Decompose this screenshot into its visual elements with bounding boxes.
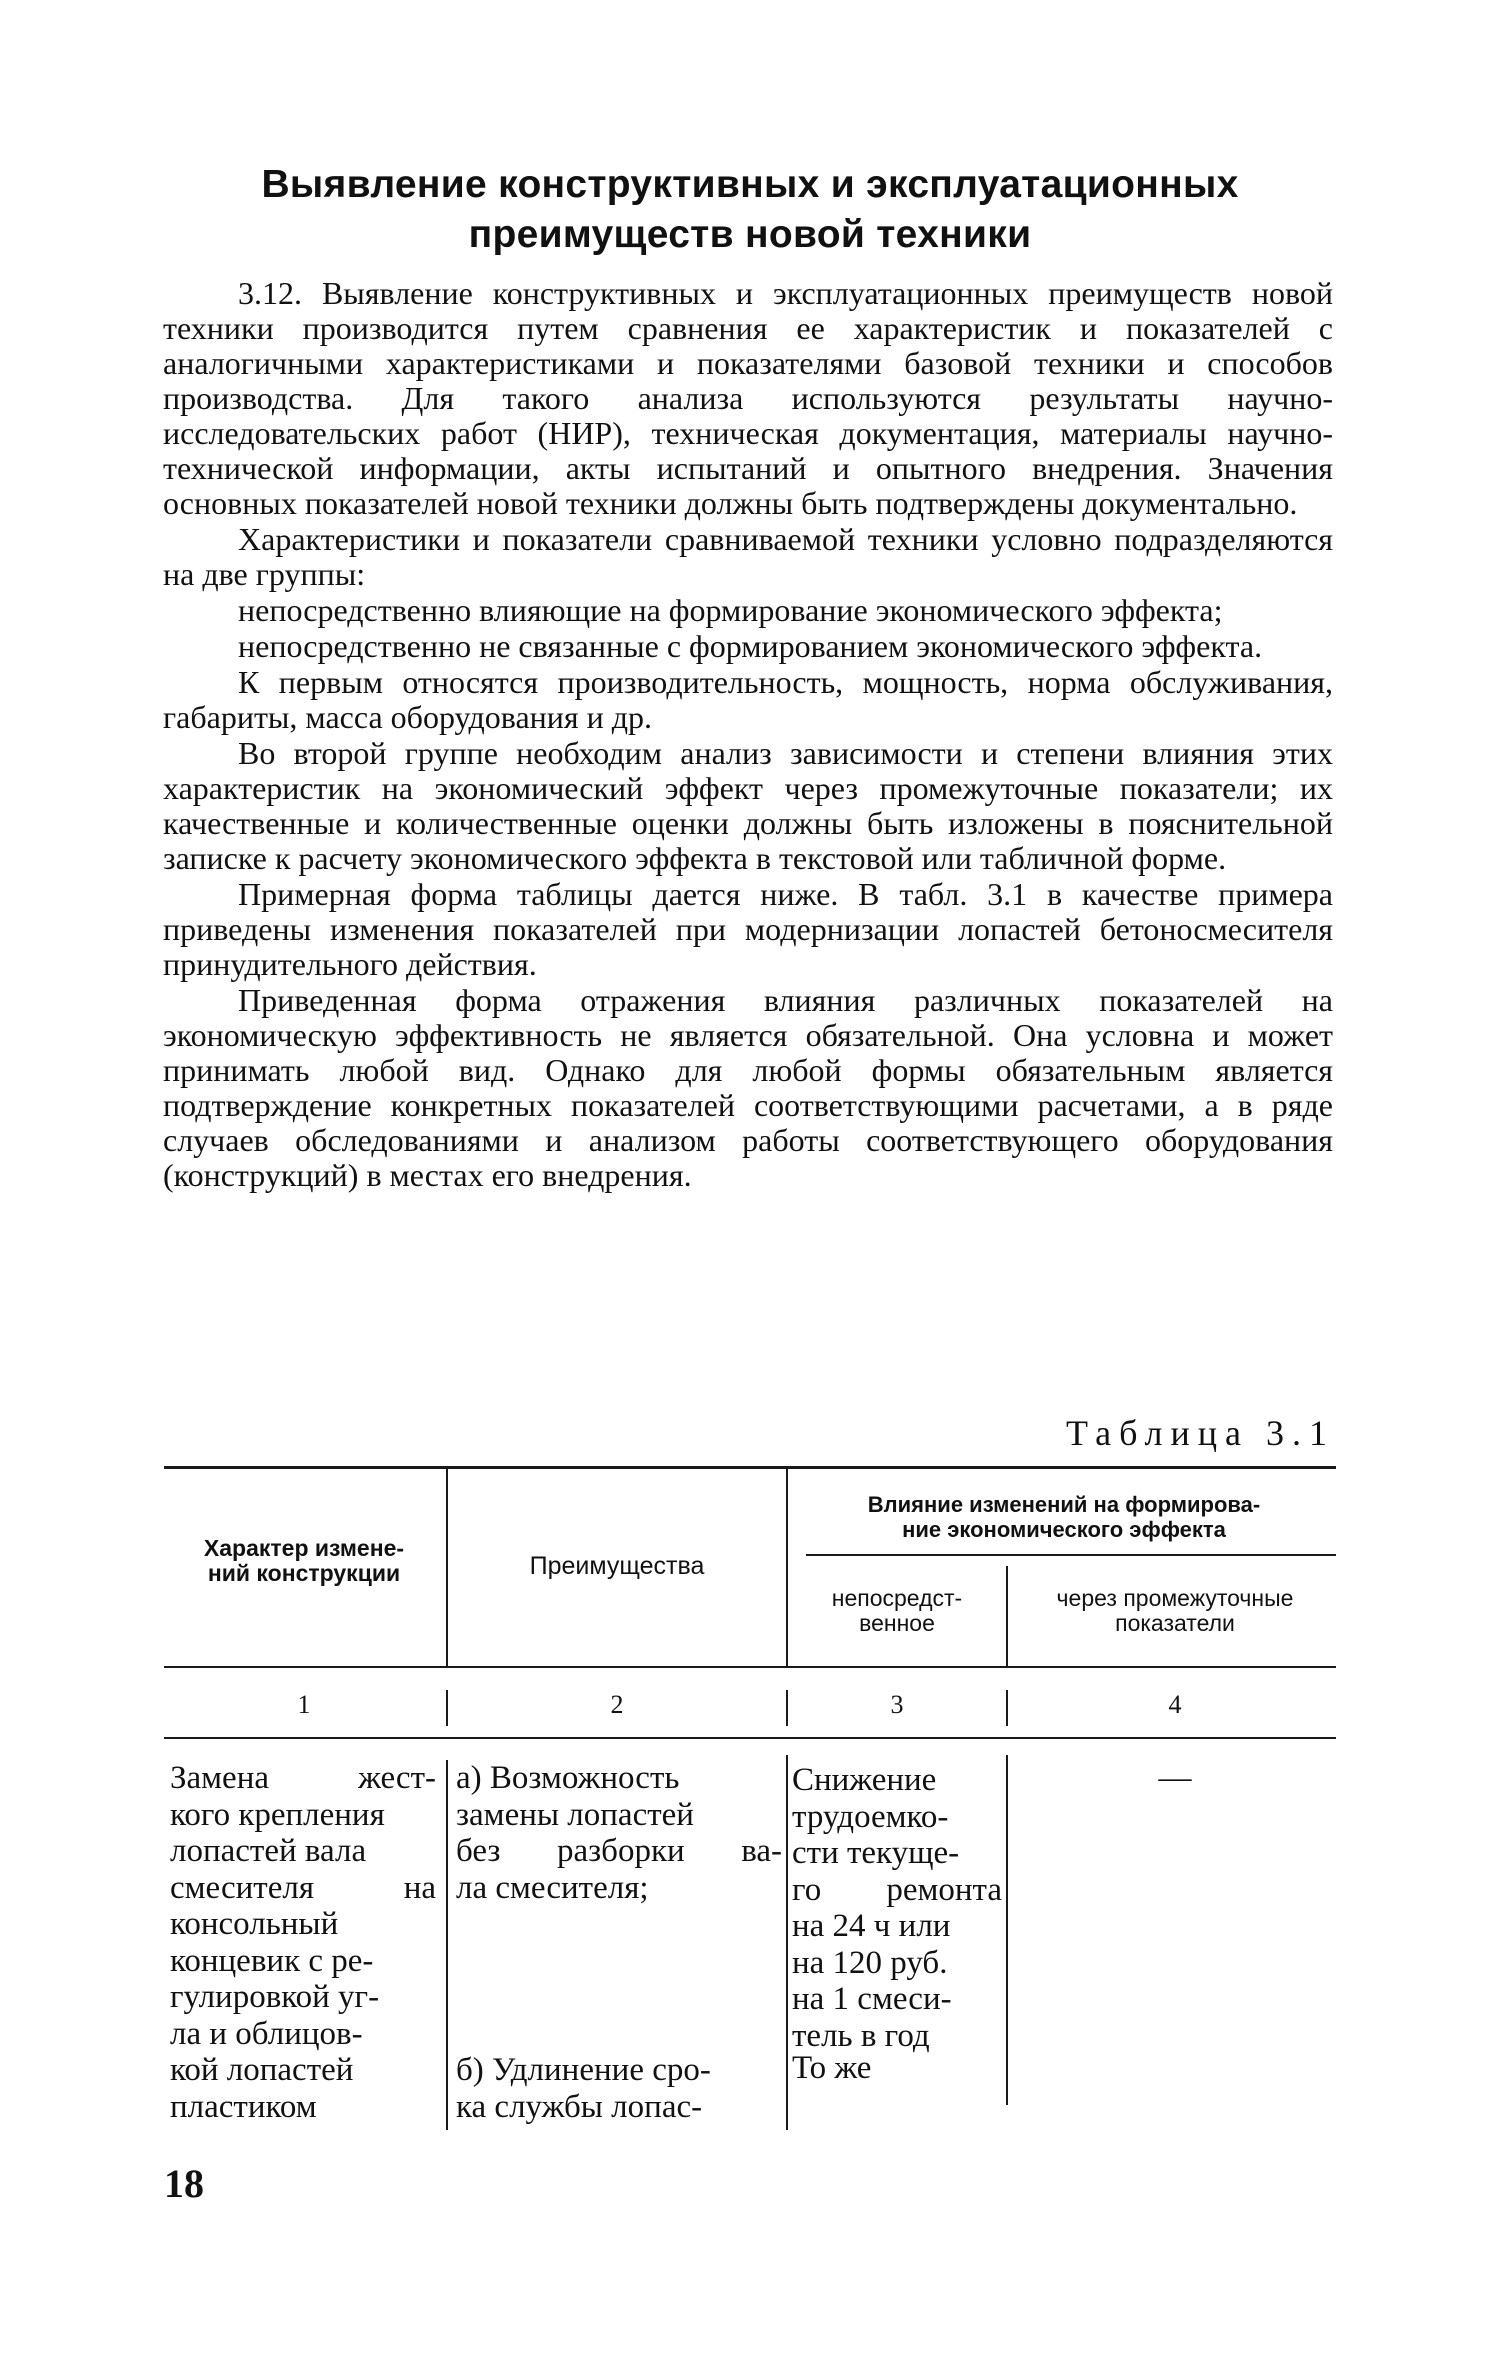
cell-line: на 24 ч или <box>792 1908 951 1944</box>
col-number: 2 <box>610 1690 624 1719</box>
cell-line: а) Возможность <box>456 1760 680 1796</box>
cell-line: смесителя на <box>170 1869 436 1906</box>
cell-line: То же <box>792 2050 872 2086</box>
cell-line: тель в год <box>792 2017 930 2054</box>
heading-line-1: Выявление конструктивных и эксплуатационных <box>261 163 1239 206</box>
cell-line: гулировкой уг- <box>170 1979 380 2015</box>
table-col-divider <box>1006 1755 1008 2105</box>
cell-line: консольный <box>170 1906 339 1942</box>
table-number-row-rule <box>164 1737 1336 1739</box>
row-col-3b <box>792 2050 1002 2087</box>
col-number: 3 <box>890 1690 904 1719</box>
heading-line-2: преимуществ новой техники <box>468 213 1032 256</box>
table-caption: Таблица 3.1 <box>1066 1413 1335 1453</box>
cell-line: пластиком <box>170 2088 317 2125</box>
paragraph: Приведенная форма отражения влияния различных показателей на экономическую эффективность не является обязательной. Она условна и может принимать любой вид. Однако для любой формы обязательным является подтверждение конкретных показателей соответствующими расчетами, а в ряде случаев обследованиями и анализом работы соответствующего оборудования (конструкций) в местах его внедрения. <box>163 982 1333 1193</box>
col-number: 1 <box>297 1690 311 1719</box>
header-col-3: непосредст- венное <box>831 1585 963 1636</box>
cell-line: ла смесителя; <box>456 1869 649 1906</box>
table-col-divider <box>786 1690 788 1726</box>
page-number: 18 <box>164 2161 204 2206</box>
paragraph: Во второй группе необходим анализ зависимости и степени влияния этих характеристик на экономический эффект через промежуточные показатели; их качественные и количественные оценки должны быть изложены в пояснительной записке к расчету экономического эффекта в текстовой или табличной форме. <box>163 735 1333 876</box>
paragraph: Примерная форма таблицы дается ниже. В табл. 3.1 в качестве примера приведены изменения показателей при модернизации лопастей бетоносмесителя принудительного действия. <box>163 876 1333 982</box>
header-col-4: через промежуточные показатели <box>1056 1585 1294 1636</box>
row-col-2b <box>456 2052 782 2125</box>
table-col-divider <box>446 1760 448 2130</box>
paragraph: непосредственно влияющие на формирование экономического эффекта; <box>238 592 1223 628</box>
table-top-rule <box>164 1466 1336 1469</box>
row-col-1 <box>170 1760 436 2125</box>
paragraph: 3.12. Выявление конструктивных и эксплуатационных преимуществ новой техники производится путем сравнения ее характеристик и показателей с аналогичными характеристиками и показателями базовой техники и способов производства. Для такого анализа используются результаты научно-исследовательских работ (НИР), техническая документация, материалы научно-технической информации, акты испытаний и опытного внедрения. Значения основных показателей новой техники должны быть подтверждены документально. <box>163 275 1333 521</box>
header-col-1: Характер измене- ний конструкции <box>203 1535 405 1586</box>
cell-line: без разборки ва- <box>456 1833 782 1869</box>
cell-line: го ремонта <box>792 1871 1002 1908</box>
table-header-bottom-rule <box>164 1666 1336 1668</box>
cell-line: сти текуще- <box>792 1835 960 1871</box>
cell-line: б) Удлинение сро- <box>456 2052 711 2088</box>
cell-line: трудоемко- <box>792 1798 949 1835</box>
cell-line: ла и облицов- <box>170 2015 363 2052</box>
row-col-2a <box>456 1760 782 1906</box>
cell-line: на 120 руб. <box>792 1944 948 1981</box>
cell-line: лопастей вала <box>170 1833 367 1869</box>
row-col-3a <box>792 1762 1002 2054</box>
cell-line: кого крепления <box>170 1796 385 1833</box>
body-text <box>163 276 1333 1193</box>
cell-line: замены лопастей <box>456 1796 694 1833</box>
row-col-4 <box>1010 1760 1340 1797</box>
cell-line: Замена жест- <box>170 1760 436 1796</box>
cell-line: концевик с ре- <box>170 1942 374 1979</box>
header-col-2: Преимущества <box>529 1552 705 1580</box>
header-group: Влияние изменений на формирова- ние экономического эффекта <box>867 1492 1261 1542</box>
table-col-divider <box>446 1690 448 1726</box>
paragraph: непосредственно не связанные с формированием экономического эффекта. <box>238 628 1263 664</box>
section-heading <box>160 160 1340 260</box>
paragraph: Характеристики и показатели сравниваемой техники условно подразделяются на две группы: <box>163 521 1333 592</box>
cell-line: — <box>1158 1760 1192 1796</box>
table-col-divider <box>1006 1566 1008 1666</box>
table-col-divider <box>1006 1690 1008 1726</box>
table-col-divider <box>786 1755 788 2130</box>
cell-line: кой лопастей <box>170 2052 354 2088</box>
paragraph: К первым относятся производительность, мощность, норма обслуживания, габариты, масса оборудования и др. <box>163 664 1333 735</box>
table-col-divider <box>786 1468 788 1666</box>
cell-line: Снижение <box>792 1762 937 1798</box>
table-col-divider <box>446 1468 448 1666</box>
cell-line: на 1 смеси- <box>792 1981 952 2017</box>
col-number: 4 <box>1168 1690 1182 1719</box>
cell-line: ка службы лопас- <box>456 2088 703 2125</box>
table-group-rule <box>806 1554 1336 1556</box>
